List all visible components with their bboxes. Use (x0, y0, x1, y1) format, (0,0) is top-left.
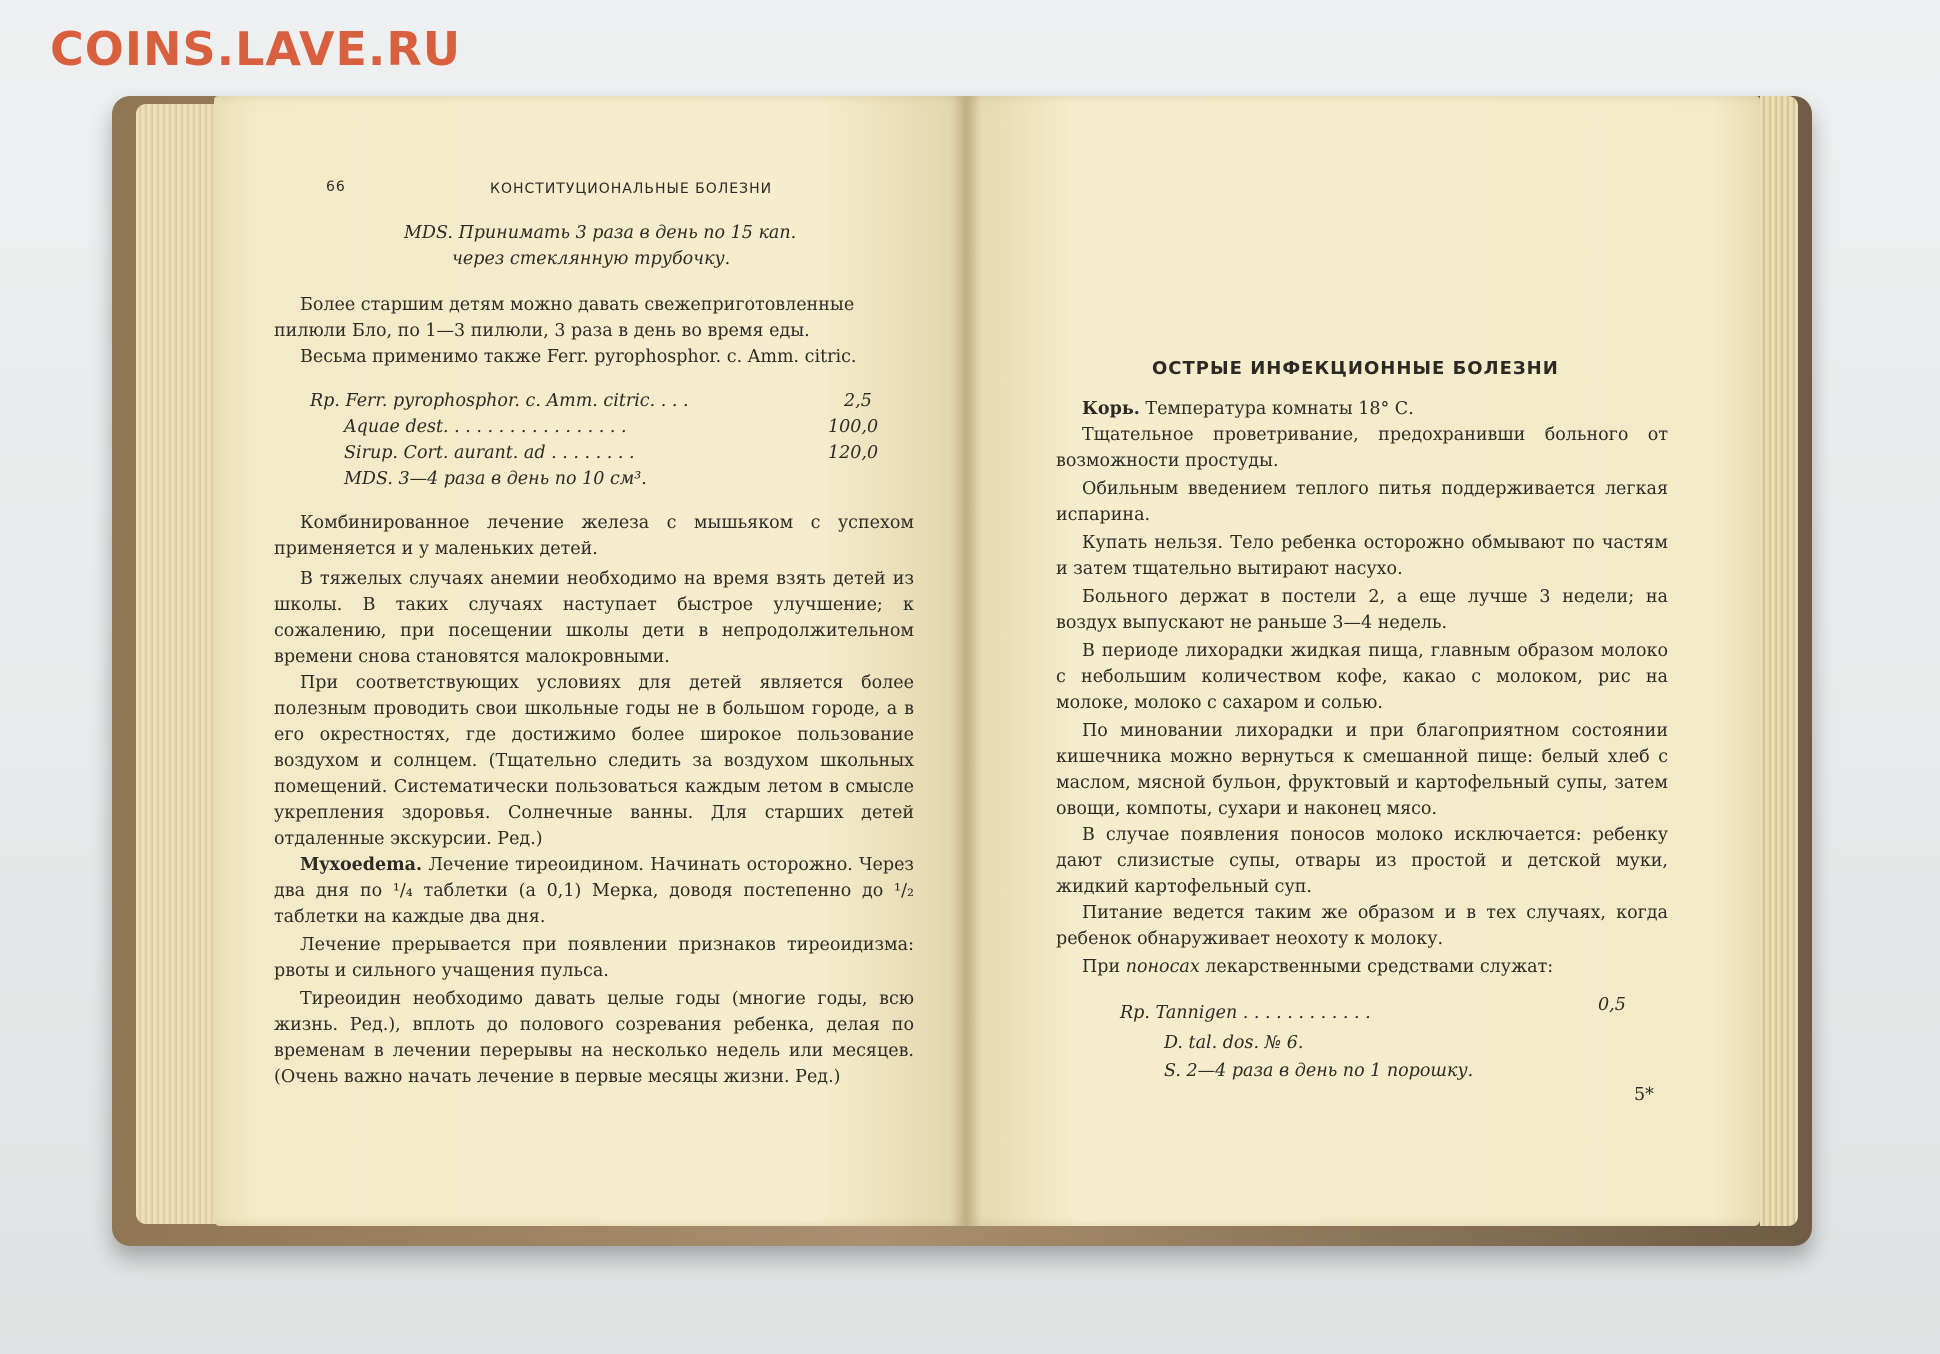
recipe-line: Rp. Ferr. pyrophosphor. c. Amm. citric. . . . (310, 391, 689, 411)
watermark-text: COINS.LAVE.RU (50, 22, 462, 76)
paragraph: В периоде лихорадки жидкая пища, главным образом молоко с небольшим количеством кофе, какао с молоком, рис на молоке, молоко с сахаром и солью. (1056, 641, 1668, 713)
recipe-line: D. tal. dos. № 6. (1164, 1033, 1304, 1053)
recipe-line: Aquae dest. . . . . . . . . . . . . . . . . (344, 417, 627, 437)
paragraph: Питание ведется таким же образом и в тех случаях, когда ребенок обнаруживает неохоту к молоку. (1056, 903, 1668, 949)
recipe-value: 120,0 (828, 443, 879, 463)
page-number: 66 (326, 179, 346, 195)
recipe-line: MDS. 3—4 раза в день по 10 см³. (344, 469, 647, 489)
paragraph: При соответствующих условиях для детей является более полезным проводить свои школьные годы не в большом городе, а в его окрестностях, где достижимо более широкое пользование воздухом и солнцем. (Тщательно следить за воздухом школьных помещений. Систематически пользоваться каждым летом в смысле укрепления здоровья. Солнечные ванны. Для старших детей отдаленные экскурсии. Ред.) (274, 673, 914, 849)
right-page (966, 96, 1760, 1226)
paragraph: Комбинированное лечение железа с мышьяком с успехом применяется и у маленьких детей. (274, 513, 914, 559)
paragraph: По миновании лихорадки и при благоприятном состоянии кишечника можно вернуться к смешанной пище: белый хлеб с маслом, мясной бульон, фруктовый и картофельный супы, затем овощи, компоты, сухари и наконец мясо. (1056, 721, 1668, 819)
paragraph: Больного держат в постели 2, а еще лучше 3 недели; на воздух выпускают не раньше 3—4 недель. (1056, 587, 1668, 633)
right-page-edges (1760, 96, 1798, 1226)
mds-line-2: через стеклянную трубочку. (452, 249, 731, 269)
paragraph-line: При поносах лекарственными средствами служат: (1082, 957, 1554, 977)
recipe-line: Sirup. Cort. aurant. ad . . . . . . . . (344, 443, 635, 463)
left-page (214, 96, 966, 1226)
recipe-value: 2,5 (844, 391, 872, 411)
mds-line-1: MDS. Принимать 3 раза в день по 15 кап. (404, 223, 797, 243)
recipe-value: 0,5 (1598, 995, 1626, 1015)
paragraph: Лечение прерывается при появлении признаков тиреоидизма: рвоты и сильного учащения пульса. (274, 935, 914, 981)
paragraph: В случае появления поносов молоко исключается: ребенку дают слизистые супы, отвары из простой и детской муки, жидкий картофельный суп. (1056, 825, 1668, 897)
paragraph: Тиреоидин необходимо давать целые годы (многие годы, всю жизнь. Ред.), вплоть до полового созревания ребенка, делая по временам в лечении перерывы на несколько недель или месяцев. (Очень важно начать лечение в первые месяцы жизни. Ред.) (274, 989, 914, 1087)
term-measles: Корь. (1082, 399, 1140, 419)
paragraph: Обильным введением теплого питья поддерживается легкая испарина. (1056, 479, 1668, 525)
paragraph: Тщательное проветривание, предохранивши больного от возможности простуды. (1056, 425, 1668, 471)
signature-mark: 5* (1634, 1085, 1654, 1105)
recipe-line: Rp. Tannigen . . . . . . . . . . . . (1120, 1003, 1371, 1023)
paragraph-line: Более старшим детям можно давать свежеприготовленные (300, 295, 855, 315)
paragraph: Корь. Температура комнаты 18° С. (1082, 399, 1414, 419)
chapter-title: ОСТРЫЕ ИНФЕКЦИОННЫЕ БОЛЕЗНИ (1152, 358, 1559, 379)
recipe-line: S. 2—4 раза в день по 1 порошку. (1164, 1061, 1474, 1081)
paragraph: В тяжелых случаях анемии необходимо на время взять детей из школы. В таких случаях наступает быстрое улучшение; к сожалению, при посещении школы дети в непродолжительном времени снова становятся малокровными. (274, 569, 914, 667)
term-myxoedema: Myxoedema. (300, 855, 423, 875)
paragraph: Myxoedema. Лечение тиреоидином. Начинать осторожно. Через два дня по ¹/₄ таблетки (а 0,1) Мерка, доводя постепенно до ¹/₂ таблетки на каждые два дня. (274, 855, 914, 927)
paragraph-line: Весьма применимо также Ferr. pyrophosphor. c. Amm. citric. (300, 347, 857, 367)
paragraph: Купать нельзя. Тело ребенка осторожно обмывают по частям и затем тщательно вытирают насухо. (1056, 533, 1668, 579)
running-header: КОНСТИТУЦИОНАЛЬНЫЕ БОЛЕЗНИ (490, 181, 773, 197)
recipe-value: 100,0 (828, 417, 879, 437)
paragraph-line: пилюли Бло, по 1—3 пилюли, 3 раза в день во время еды. (274, 321, 810, 341)
